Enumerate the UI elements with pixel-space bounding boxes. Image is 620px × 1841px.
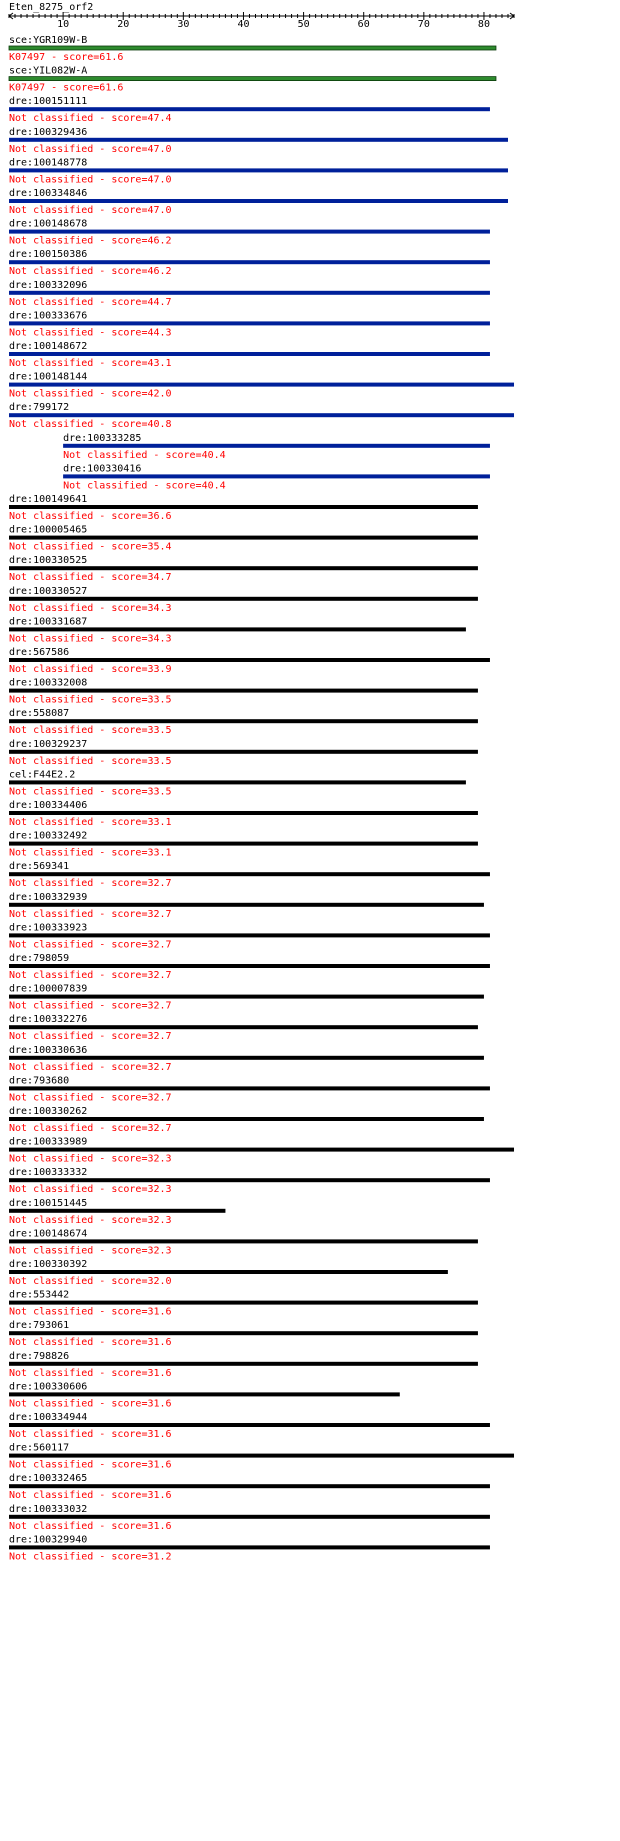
hit-name: dre:100148678 xyxy=(9,218,88,230)
hit-score: Not classified - score=31.6 xyxy=(9,1459,172,1471)
hit-score: Not classified - score=34.3 xyxy=(9,633,172,645)
hit-row xyxy=(9,1534,490,1562)
hit-score: Not classified - score=32.7 xyxy=(9,1000,172,1012)
hit-bar xyxy=(9,107,490,111)
hit-row xyxy=(9,953,490,981)
hit-name: dre:558087 xyxy=(9,708,70,720)
hit-bar xyxy=(9,750,478,754)
hit-row xyxy=(9,1106,484,1134)
hit-row xyxy=(9,1014,478,1042)
hit-bar xyxy=(9,352,490,356)
hit-bar xyxy=(9,1362,478,1366)
hit-bar xyxy=(9,383,514,387)
hit-bar xyxy=(9,291,490,295)
hit-name: dre:100334944 xyxy=(9,1412,88,1423)
hit-row xyxy=(9,769,466,797)
hit-score: K07497 - score=61.6 xyxy=(9,82,124,94)
hit-score: Not classified - score=33.1 xyxy=(9,817,172,828)
hit-bar xyxy=(9,46,496,50)
hit-name: dre:100334846 xyxy=(9,188,88,199)
hit-row xyxy=(9,525,478,553)
hit-row xyxy=(9,616,466,644)
hit-score: Not classified - score=36.6 xyxy=(9,511,172,522)
hit-name: dre:100330636 xyxy=(9,1044,88,1056)
hit-row xyxy=(9,739,478,767)
hit-name: dre:100148672 xyxy=(9,341,88,352)
hit-bar xyxy=(9,566,478,570)
hit-name: dre:100329237 xyxy=(9,738,88,750)
hit-row xyxy=(9,1473,490,1501)
hit-row xyxy=(9,1137,514,1165)
hit-row xyxy=(9,922,490,950)
hit-bar xyxy=(9,413,514,417)
hit-bar xyxy=(9,321,490,325)
hit-bar xyxy=(63,474,490,478)
hit-row xyxy=(63,433,490,461)
hit-list xyxy=(9,35,514,1562)
hit-score: Not classified - score=44.3 xyxy=(9,327,172,339)
hit-score: Not classified - score=46.2 xyxy=(9,266,172,278)
hit-score: Not classified - score=33.5 xyxy=(9,694,172,706)
hit-row xyxy=(9,800,478,828)
hit-name: dre:100332276 xyxy=(9,1014,88,1026)
hit-score: Not classified - score=32.0 xyxy=(9,1276,172,1287)
hit-row xyxy=(9,372,514,400)
hit-name: dre:100330525 xyxy=(9,555,88,567)
hit-bar xyxy=(9,780,466,784)
hit-name: dre:100330262 xyxy=(9,1106,88,1117)
hit-bar xyxy=(9,597,478,601)
hit-name: dre:100330392 xyxy=(9,1259,88,1270)
hit-score: Not classified - score=47.0 xyxy=(9,174,172,186)
hit-bar xyxy=(9,1239,478,1243)
hit-name: dre:100334406 xyxy=(9,800,88,811)
hit-row xyxy=(9,586,478,614)
hit-score: Not classified - score=31.6 xyxy=(9,1520,172,1532)
hit-bar xyxy=(9,872,490,876)
hit-bar xyxy=(9,658,490,662)
hit-name: dre:793680 xyxy=(9,1075,70,1087)
query-title: Eten_8275_orf2 xyxy=(9,2,94,13)
hit-bar xyxy=(9,230,490,234)
hit-score: Not classified - score=32.7 xyxy=(9,970,172,981)
hit-score: Not classified - score=33.5 xyxy=(9,725,172,737)
hit-name: dre:100333923 xyxy=(9,922,88,934)
hit-score: Not classified - score=34.7 xyxy=(9,572,172,584)
hit-name: dre:100333989 xyxy=(9,1136,88,1148)
hit-score: Not classified - score=34.3 xyxy=(9,602,172,614)
hit-bar xyxy=(9,199,508,203)
hit-score: Not classified - score=43.1 xyxy=(9,358,172,369)
hit-score: Not classified - score=32.7 xyxy=(9,939,172,951)
hit-bar xyxy=(9,1484,490,1488)
hit-bar xyxy=(9,1209,225,1213)
hit-score: Not classified - score=31.6 xyxy=(9,1337,172,1349)
hit-row xyxy=(9,1167,490,1195)
hit-name: dre:100150386 xyxy=(9,249,88,261)
hit-score: Not classified - score=31.6 xyxy=(9,1429,172,1440)
hit-score: Not classified - score=44.7 xyxy=(9,296,172,308)
hit-bar xyxy=(9,505,478,509)
axis-tick-label: 30 xyxy=(177,19,190,30)
hit-row xyxy=(9,157,508,185)
hit-bar xyxy=(9,627,466,631)
hit-row xyxy=(9,310,490,338)
hit-bar xyxy=(9,1454,514,1458)
hit-name: dre:793061 xyxy=(9,1320,70,1332)
hit-name: dre:100332096 xyxy=(9,279,88,291)
hit-score: Not classified - score=40.4 xyxy=(63,480,226,492)
axis-tick-label: 20 xyxy=(117,19,130,30)
hit-score: Not classified - score=40.8 xyxy=(9,419,172,431)
hit-bar xyxy=(9,719,478,723)
hit-name: dre:100005465 xyxy=(9,524,88,536)
hit-score: Not classified - score=31.6 xyxy=(9,1398,172,1410)
hit-row xyxy=(9,1443,514,1471)
hit-name: dre:100151445 xyxy=(9,1197,88,1209)
hit-name: dre:100148144 xyxy=(9,371,88,383)
hit-row xyxy=(9,1075,490,1103)
hit-score: Not classified - score=32.3 xyxy=(9,1153,172,1165)
hit-row xyxy=(63,463,490,491)
hit-name: dre:100332008 xyxy=(9,677,88,689)
hit-score: Not classified - score=31.6 xyxy=(9,1306,172,1318)
hit-row xyxy=(9,1504,490,1532)
axis-tick-label: 40 xyxy=(237,19,250,30)
hit-score: Not classified - score=40.4 xyxy=(63,449,226,461)
hit-row xyxy=(9,96,490,124)
hit-row xyxy=(9,280,490,308)
hit-name: dre:560117 xyxy=(9,1442,70,1454)
hit-score: Not classified - score=33.5 xyxy=(9,786,172,798)
hit-name: dre:100148778 xyxy=(9,157,88,169)
hit-row xyxy=(9,66,496,94)
hit-bar xyxy=(9,1148,514,1152)
hit-score: Not classified - score=31.6 xyxy=(9,1367,172,1379)
axis-tick-label: 10 xyxy=(57,19,70,30)
hit-bar xyxy=(63,444,490,448)
hit-name: dre:569341 xyxy=(9,861,70,873)
hit-row xyxy=(9,1198,225,1226)
hit-name: dre:100330606 xyxy=(9,1381,88,1393)
hit-bar xyxy=(9,260,490,264)
hit-row xyxy=(9,402,514,430)
hit-bar xyxy=(9,811,478,815)
hit-score: Not classified - score=32.7 xyxy=(9,1092,172,1104)
hit-score: Not classified - score=47.0 xyxy=(9,143,172,155)
hit-row xyxy=(9,708,478,736)
hit-name: sce:YGR109W-B xyxy=(9,35,88,46)
hit-row xyxy=(9,1259,448,1287)
hit-name: dre:100148674 xyxy=(9,1228,88,1240)
axis-tick-label: 60 xyxy=(357,19,370,30)
hit-row xyxy=(9,494,478,522)
hit-bar xyxy=(9,138,508,142)
hit-score: Not classified - score=32.7 xyxy=(9,1031,172,1043)
hit-row xyxy=(9,555,478,583)
hit-bar xyxy=(9,933,490,937)
hit-name: dre:798826 xyxy=(9,1350,70,1362)
hit-bar xyxy=(9,1331,478,1335)
hit-bar xyxy=(9,77,496,81)
hit-row xyxy=(9,1045,484,1073)
hit-row xyxy=(9,35,496,63)
hit-name: dre:100331687 xyxy=(9,616,88,628)
hit-score: Not classified - score=47.4 xyxy=(9,113,172,125)
axis-tick-label: 80 xyxy=(477,19,490,30)
hit-score: Not classified - score=42.0 xyxy=(9,388,172,400)
hit-bar xyxy=(9,689,478,693)
hit-name: dre:100332465 xyxy=(9,1473,88,1485)
hit-row xyxy=(9,984,484,1012)
hit-row xyxy=(9,219,490,247)
hit-bar xyxy=(9,168,508,172)
hit-score: Not classified - score=32.7 xyxy=(9,878,172,890)
hit-name: cel:F44E2.2 xyxy=(9,769,76,781)
hit-name: dre:100333332 xyxy=(9,1167,88,1179)
hit-bar xyxy=(9,1086,490,1090)
hit-row xyxy=(9,249,490,277)
hit-bar xyxy=(9,1178,490,1182)
axis-tick-label: 70 xyxy=(417,19,430,30)
hit-score: Not classified - score=47.0 xyxy=(9,205,172,216)
hit-name: dre:100333032 xyxy=(9,1503,88,1515)
hit-row xyxy=(9,1228,478,1256)
hit-row xyxy=(9,892,484,920)
hit-row xyxy=(9,831,478,859)
hit-name: dre:100332939 xyxy=(9,891,88,903)
hit-bar xyxy=(9,1545,490,1549)
hit-bar xyxy=(9,1301,478,1305)
hit-name: dre:100149641 xyxy=(9,494,88,505)
hit-row xyxy=(9,341,490,369)
hit-score: Not classified - score=35.4 xyxy=(9,541,172,553)
hit-row xyxy=(9,678,478,706)
hit-row xyxy=(9,861,490,889)
hit-bar xyxy=(9,1270,448,1274)
hit-score: Not classified - score=33.9 xyxy=(9,664,172,675)
hit-score: Not classified - score=33.1 xyxy=(9,847,172,859)
hit-bar xyxy=(9,903,484,907)
hit-score: Not classified - score=32.3 xyxy=(9,1214,172,1226)
hit-score: Not classified - score=33.5 xyxy=(9,755,172,767)
hit-score: Not classified - score=32.7 xyxy=(9,1061,172,1073)
hit-row xyxy=(9,188,508,216)
hit-name: dre:100333676 xyxy=(9,310,88,322)
hit-name: dre:798059 xyxy=(9,953,70,964)
hit-name: dre:100007839 xyxy=(9,983,88,995)
hit-score: Not classified - score=32.3 xyxy=(9,1184,172,1196)
hit-score: Not classified - score=32.7 xyxy=(9,908,172,920)
hit-row xyxy=(9,1412,490,1440)
hit-bar xyxy=(9,1056,484,1060)
hit-name: dre:100330527 xyxy=(9,585,88,597)
hit-bar xyxy=(9,1515,490,1519)
hit-row xyxy=(9,1351,478,1379)
hit-bar xyxy=(9,1392,400,1396)
hit-row xyxy=(9,1381,400,1409)
hit-score: Not classified - score=46.2 xyxy=(9,235,172,247)
hit-bar xyxy=(9,1025,478,1029)
hit-name: dre:100329940 xyxy=(9,1534,88,1546)
hit-name: dre:567586 xyxy=(9,647,70,658)
hit-name: dre:799172 xyxy=(9,402,70,414)
hit-bar xyxy=(9,995,484,999)
hit-bar xyxy=(9,1117,484,1121)
hit-score: K07497 - score=61.6 xyxy=(9,52,124,63)
hit-score: Not classified - score=32.7 xyxy=(9,1123,172,1134)
hit-name: dre:553442 xyxy=(9,1289,70,1301)
hit-name: dre:100151111 xyxy=(9,96,88,108)
hit-row xyxy=(9,1290,478,1318)
hit-bar xyxy=(9,964,490,968)
hit-score: Not classified - score=31.6 xyxy=(9,1490,172,1502)
hit-score: Not classified - score=31.2 xyxy=(9,1551,172,1563)
hit-bar xyxy=(9,536,478,540)
hit-row xyxy=(9,647,490,675)
axis-tick-label: 50 xyxy=(297,19,310,30)
hit-name: dre:100332492 xyxy=(9,830,88,842)
hit-bar xyxy=(9,842,478,846)
hit-score: Not classified - score=32.3 xyxy=(9,1245,172,1257)
hit-name: dre:100333285 xyxy=(63,432,142,444)
hit-row xyxy=(9,127,508,155)
hit-name: sce:YIL082W-A xyxy=(9,65,88,77)
hit-bar xyxy=(9,1423,490,1427)
position-axis xyxy=(9,12,514,30)
hit-name: dre:100329436 xyxy=(9,126,88,138)
hit-row xyxy=(9,1320,478,1348)
hit-name: dre:100330416 xyxy=(63,463,142,475)
